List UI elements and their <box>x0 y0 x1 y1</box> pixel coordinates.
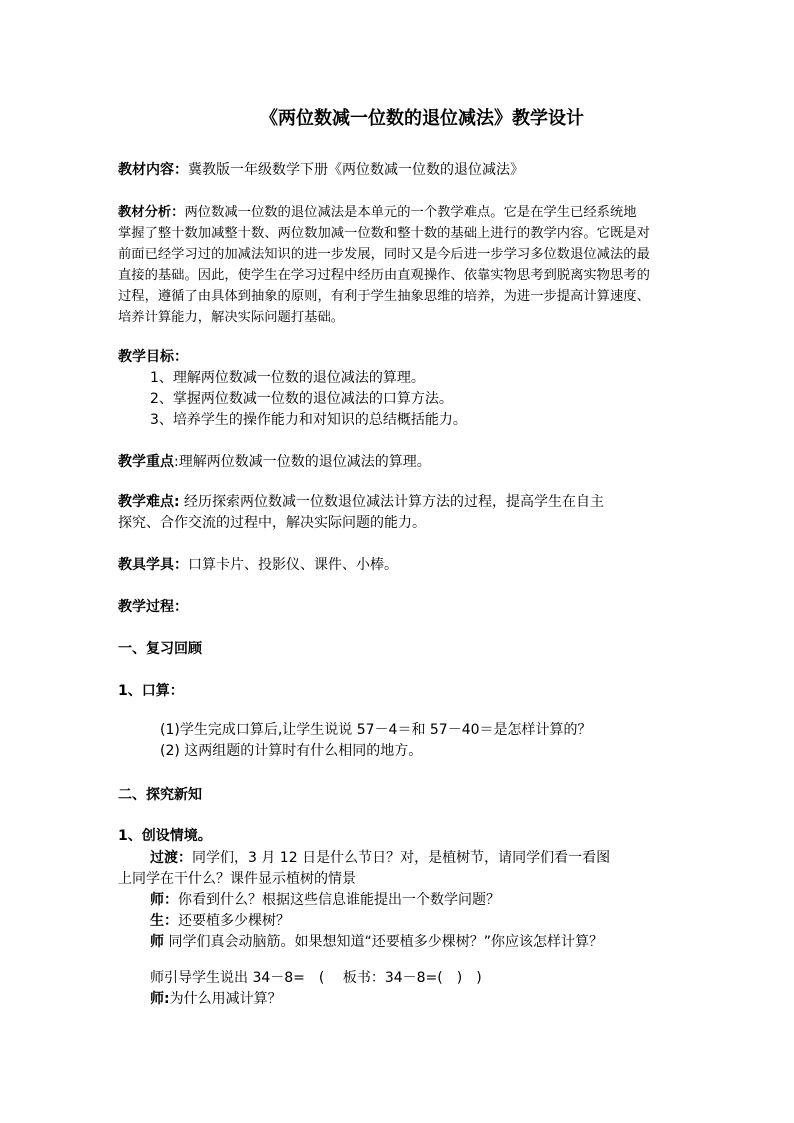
tools-label: 教具学具： <box>118 557 188 573</box>
transition-text: 上同学在干什么？课件显示植树的情景 <box>118 871 356 887</box>
goal-item: 3、培养学生的操作能力和对知识的总结概括能力。 <box>150 412 467 428</box>
analysis-line: 培养计算能力，解决实际问题打基础。 <box>118 310 345 325</box>
dialog-text: 同学们真会动脑筋。如果想知道“还要植多少棵树？”你应该怎样计算？ <box>164 934 603 950</box>
section1-subheading: 1、口算： <box>118 683 184 699</box>
review-item: (2) 这两组题的计算时有什么相同的地方。 <box>160 743 423 759</box>
content-paragraph <box>118 160 688 181</box>
difficulty-paragraph <box>118 492 688 534</box>
analysis-paragraph <box>118 202 688 328</box>
goal-item: 2、掌握两位数减一位数的退位减法的口算方法。 <box>150 391 453 407</box>
goals-label: 教学目标： <box>118 349 188 365</box>
analysis-line: 前面已经学习过的加减法知识的进一步发展，同时又是今后进一步学习多位数退位减法的最 <box>118 247 650 262</box>
guide-text: 师引导学生说出 34－8= ( 板书：34－8=( ) ) <box>150 970 482 986</box>
difficulty-label: 教学难点: <box>118 494 180 510</box>
dialog-speaker: 生： <box>150 913 178 929</box>
section2-guide <box>118 968 688 1010</box>
dialog-speaker: 师: <box>150 991 170 1007</box>
section1-items <box>118 720 688 762</box>
section2-heading: 二、探究新知 <box>118 787 202 803</box>
section1-heading: 一、复习回顾 <box>118 641 202 657</box>
content-label: 教材内容： <box>118 162 188 178</box>
goals-section <box>118 347 688 431</box>
content-text: 冀教版一年级数学下册《两位数减一位数的退位减法》 <box>188 162 524 178</box>
tools-text: 口算卡片、投影仪、课件、小棒。 <box>188 557 398 573</box>
dialog-text: 你看到什么？根据这些信息谁能提出一个数学问题？ <box>178 892 500 908</box>
section2-subheading: 1、创设情境。 <box>118 828 212 844</box>
goal-item: 1、理解两位数减一位数的退位减法的算理。 <box>150 370 425 386</box>
difficulty-line: 经历探索两位数减一位数退位减法计算方法的过程，提高学生在自主 <box>179 494 605 510</box>
analysis-line: 掌握了整十数加减整十数、两位数加减一位数和整十数的基础上进行的教学内容。它既是对 <box>118 226 650 241</box>
focus-text: :理解两位数减一位数的退位减法的算理。 <box>174 454 431 470</box>
focus-paragraph <box>118 452 688 473</box>
transition-label: 过渡： <box>150 850 192 866</box>
section2-body <box>118 848 688 953</box>
transition-text: 同学们，3 月 12 日是什么节日？对，是植树节，请同学们看一看图 <box>192 850 611 866</box>
dialog-speaker: 师： <box>150 892 178 908</box>
analysis-label: 教材分析： <box>118 205 185 220</box>
dialog-text: 为什么用减计算？ <box>169 991 282 1007</box>
tools-paragraph <box>118 555 688 576</box>
process-label: 教学过程： <box>118 599 188 615</box>
dialog-text: 还要植多少棵树？ <box>178 913 290 929</box>
difficulty-line: 探究、合作交流的过程中，解决实际问题的能力。 <box>118 515 426 531</box>
review-item: (1)学生完成口算后,让学生说说 57－4＝和 57－40＝是怎样计算的？ <box>160 722 592 738</box>
document-title: 《两位数减一位数的退位减法》教学设计 <box>260 108 584 129</box>
focus-label: 教学重点 <box>118 454 174 470</box>
analysis-line: 过程，遵循了由具体到抽象的原则，有利于学生抽象思维的培养，为进一步提高计算速度、 <box>118 289 650 304</box>
analysis-line: 两位数减一位数的退位减法是本单元的一个教学难点。它是在学生已经系统地 <box>184 205 637 220</box>
dialog-speaker: 师 <box>150 934 164 950</box>
analysis-line: 直接的基础。因此，使学生在学习过程中经历由直观操作、依靠实物思考到脱离实物思考的 <box>118 268 650 283</box>
